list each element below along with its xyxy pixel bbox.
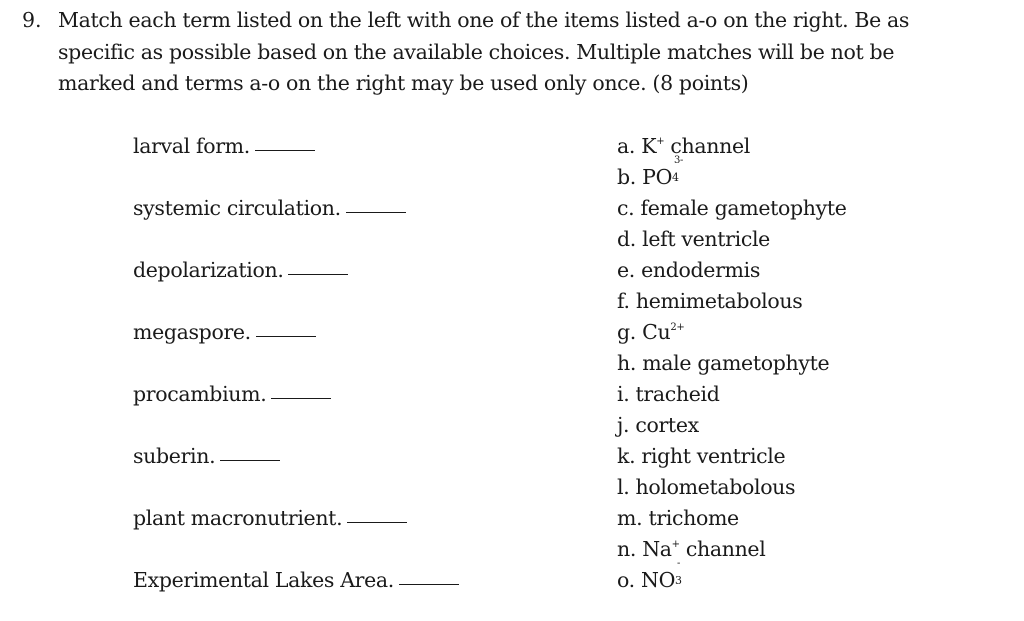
answer-blank[interactable] [220,440,280,461]
answer-blank[interactable] [288,254,348,275]
instruction-line: marked and terms a-o on the right may be used only once. (8 points) [58,71,749,95]
choice-c: c. female gametophyte [617,196,847,220]
instruction-line: specific as possible based on the available choices. Multiple matches will be not be [58,39,895,64]
term-label: megaspore. [133,320,251,344]
choice-k: k. right ventricle [617,444,786,468]
choice-i: i. tracheid [617,382,720,406]
choice-h: h. male gametophyte [617,351,830,375]
answer-blank[interactable] [255,130,315,151]
choice-f: f. hemimetabolous [617,289,803,313]
question-number: 9. [22,8,42,32]
term-megaspore [133,317,316,347]
choice-n: n. Na+ channel [617,537,766,561]
choice-g: g. $Cu^{2+}$ [617,320,685,344]
term-label: plant macronutrient. [133,506,343,530]
term-label: Experimental Lakes Area. [133,568,394,592]
choice-b: b. PO 3- 4 [617,155,684,189]
term-systemic-circulation [133,193,406,223]
term-label: depolarization. [133,258,284,282]
term-label: suberin. [133,444,216,468]
choice-j: j. cortex [617,413,699,437]
term-label: larval form. [133,134,250,158]
term-plant-macronutrient [133,503,407,533]
choice-l: l. holometabolous [617,475,796,499]
choice-a: a. K+ channel [617,134,750,158]
term-label: systemic circulation. [133,196,341,220]
answer-blank[interactable] [271,378,331,399]
answer-blank[interactable] [346,192,406,213]
answer-blank[interactable] [256,316,316,337]
term-procambium [133,379,331,409]
term-larval-form [133,131,315,161]
term-depolarization [133,255,348,285]
answer-blank[interactable] [399,564,459,585]
term-experimental-lakes-area [133,565,459,595]
choice-m: m. trichome [617,506,739,530]
term-suberin [133,441,280,471]
answer-blank[interactable] [347,502,407,523]
choice-d: d. left ventricle [617,227,770,251]
choice-o: o. NO - 3 [617,558,682,592]
choice-e: e. endodermis [617,258,760,282]
term-label: procambium. [133,382,267,406]
instruction-line: Match each term listed on the left with one of the items listed a-o on the right. Be as [58,8,910,32]
question-instructions [58,5,998,100]
